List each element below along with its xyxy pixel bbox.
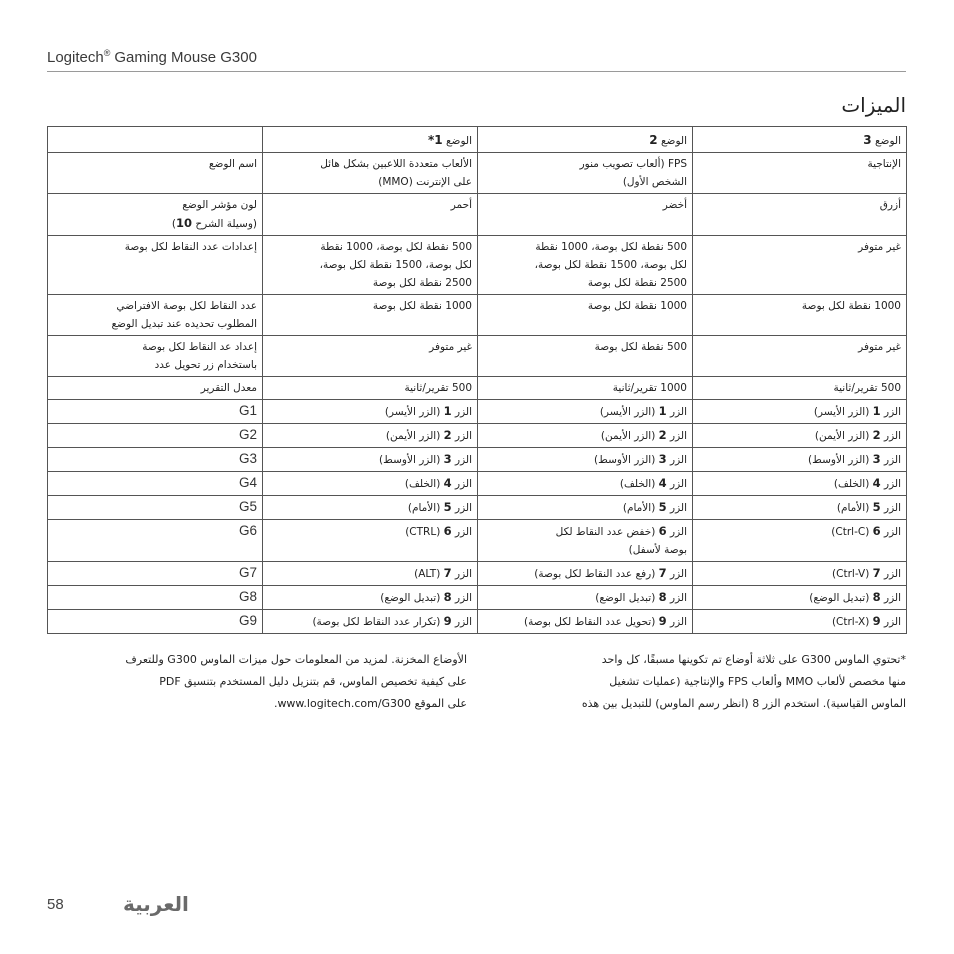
button-assignment-mode-3 xyxy=(693,586,907,610)
cell-line xyxy=(268,564,472,583)
button-function: (الزر الأيمن) xyxy=(385,430,441,442)
row-label xyxy=(48,336,263,377)
cell-line xyxy=(698,564,901,583)
cell-line xyxy=(268,498,472,517)
table-cell-mode-2 xyxy=(478,336,693,377)
button-assignment-mode-3 xyxy=(693,472,907,496)
table-cell-mode-1 xyxy=(263,336,478,377)
column-header-mode-3 xyxy=(693,127,907,153)
button-number: 8 xyxy=(872,590,881,604)
cell-line: 1000 نقطة لكل بوصة xyxy=(801,300,901,312)
button-word: الزر xyxy=(455,592,472,604)
button-assignment-mode-2 xyxy=(478,496,693,520)
cell-line xyxy=(268,474,472,493)
button-row xyxy=(48,586,907,610)
button-function: (الزر الأوسط) xyxy=(594,454,656,466)
cell-line xyxy=(268,522,472,541)
button-number: 9 xyxy=(872,614,881,628)
button-function: (الخلف) xyxy=(404,478,441,490)
features-table xyxy=(47,126,907,634)
mode-number: 3 xyxy=(863,133,872,147)
cell-line xyxy=(483,588,687,607)
button-number: 9 xyxy=(658,614,667,628)
button-number: 7 xyxy=(443,566,452,580)
column-header-blank xyxy=(48,127,263,153)
column-header-mode-1 xyxy=(263,127,478,153)
table-cell-mode-1 xyxy=(263,194,478,236)
table-row xyxy=(48,377,907,400)
button-function: (الزر الأيسر) xyxy=(384,406,441,418)
footnote-line: الأوضاع المخزنة. لمزيد من المعلومات حول ميزات الماوس G300 وللتعرف xyxy=(125,653,467,666)
brand-name: Logitech xyxy=(47,49,104,66)
page-title: الميزات xyxy=(841,93,906,117)
button-word: الزر xyxy=(670,478,687,490)
button-word: الزر xyxy=(455,478,472,490)
row-label-button: G3 xyxy=(48,448,263,472)
button-row xyxy=(48,400,907,424)
cell-line: 2500 نقطة لكل بوصة xyxy=(587,277,687,289)
cell-line xyxy=(698,474,901,493)
table-cell-mode-3 xyxy=(693,295,907,336)
cell-line: أحمر xyxy=(450,199,472,211)
table-cell-mode-1 xyxy=(263,377,478,400)
button-word: الزر xyxy=(884,592,901,604)
mode-word: الوضع xyxy=(874,135,901,147)
button-number: 3 xyxy=(443,452,452,466)
page-number: 58 xyxy=(47,896,64,913)
row-label-line: إعداد عد النقاط لكل بوصة xyxy=(142,341,257,353)
button-row xyxy=(48,472,907,496)
button-word: الزر xyxy=(884,454,901,466)
button-function: (Ctrl-C) xyxy=(831,526,870,538)
cell-line: 1000 نقطة لكل بوصة xyxy=(587,300,687,312)
row-label-button: G6 xyxy=(48,520,263,562)
button-word: الزر xyxy=(670,454,687,466)
button-word: الزر xyxy=(884,616,901,628)
table-cell-mode-2 xyxy=(478,377,693,400)
button-number: 5 xyxy=(872,500,881,514)
button-function: (CTRL) xyxy=(405,526,441,538)
cell-line xyxy=(483,498,687,517)
button-number: 8 xyxy=(443,590,452,604)
cell-line: غير متوفر xyxy=(858,341,901,353)
button-assignment-mode-3 xyxy=(693,400,907,424)
button-number: 5 xyxy=(443,500,452,514)
button-function: (تبديل الوضع) xyxy=(809,592,870,604)
language-label: العربية xyxy=(123,892,189,916)
button-row xyxy=(48,520,907,562)
cell-line: غير متوفر xyxy=(858,241,901,253)
button-function: (الخلف) xyxy=(833,478,870,490)
table-cell-mode-1 xyxy=(263,153,478,194)
row-label-button: G5 xyxy=(48,496,263,520)
button-function: (الزر الأيمن) xyxy=(600,430,656,442)
product-name: Gaming Mouse G300 xyxy=(114,49,257,66)
cell-line: 1000 نقطة لكل بوصة xyxy=(372,300,472,312)
button-function: (خفض عدد النقاط لكل xyxy=(555,526,656,538)
cell-line: لكل بوصة، 1500 نقطة لكل بوصة، xyxy=(319,259,472,271)
row-label-line-text: (وسيلة الشرح xyxy=(192,218,257,230)
button-number: 9 xyxy=(443,614,452,628)
button-word: الزر xyxy=(670,502,687,514)
button-function: (الخلف) xyxy=(619,478,656,490)
table-row xyxy=(48,336,907,377)
button-assignment-mode-1 xyxy=(263,424,478,448)
button-word: الزر xyxy=(884,502,901,514)
button-assignment-mode-3 xyxy=(693,562,907,586)
button-assignment-mode-1 xyxy=(263,562,478,586)
button-function: (Ctrl-X) xyxy=(831,616,870,628)
cell-line: أخضر xyxy=(662,199,687,211)
button-number: 7 xyxy=(658,566,667,580)
registered-mark: ® xyxy=(103,48,111,58)
row-label xyxy=(48,236,263,295)
button-assignment-mode-1 xyxy=(263,610,478,634)
button-assignment-mode-3 xyxy=(693,610,907,634)
mode-word: الوضع xyxy=(660,135,687,147)
cell-line: على الإنترنت (MMO) xyxy=(378,176,472,188)
column-header-mode-2 xyxy=(478,127,693,153)
cell-line xyxy=(698,612,901,631)
button-function: (الأمام) xyxy=(407,502,441,514)
row-label-line: معدل التقرير xyxy=(200,382,257,394)
button-assignment-mode-2 xyxy=(478,424,693,448)
cell-line xyxy=(483,522,687,541)
button-function: (الزر الأوسط) xyxy=(808,454,870,466)
button-assignment-mode-2 xyxy=(478,400,693,424)
cell-line xyxy=(698,426,901,445)
button-number: 1 xyxy=(658,404,667,418)
button-assignment-mode-2 xyxy=(478,562,693,586)
button-word: الزر xyxy=(455,430,472,442)
footnote-line: على كيفية تخصيص الماوس، قم بتنزيل دليل المستخدم بتنسيق PDF xyxy=(159,675,467,688)
button-word: الزر xyxy=(884,406,901,418)
cell-line xyxy=(483,426,687,445)
button-word: الزر xyxy=(884,568,901,580)
button-function: (الزر الأيسر) xyxy=(599,406,656,418)
button-word: الزر xyxy=(455,406,472,418)
button-assignment-mode-2 xyxy=(478,472,693,496)
button-function: (رفع عدد النقاط لكل بوصة) xyxy=(534,568,656,580)
footnote-column-left xyxy=(107,649,467,715)
button-assignment-mode-1 xyxy=(263,448,478,472)
table-cell-mode-3 xyxy=(693,153,907,194)
button-word: الزر xyxy=(455,454,472,466)
button-assignment-mode-2 xyxy=(478,520,693,562)
button-row xyxy=(48,610,907,634)
button-assignment-mode-1 xyxy=(263,586,478,610)
button-word: الزر xyxy=(884,430,901,442)
cell-line: الشخص الأول) xyxy=(622,176,687,188)
button-assignment-mode-2 xyxy=(478,448,693,472)
table-cell-mode-3 xyxy=(693,377,907,400)
table-cell-mode-3 xyxy=(693,194,907,236)
cell-line xyxy=(483,541,687,559)
button-number: 1 xyxy=(872,404,881,418)
button-function: (الزر الأوسط) xyxy=(379,454,441,466)
footnote-line: منها مخصص لألعاب MMO وألعاب FPS والإنتاجية (عمليات تشغيل xyxy=(609,675,906,688)
row-label-line: إعدادات عدد النقاط لكل بوصة xyxy=(124,241,257,253)
cell-line xyxy=(268,402,472,421)
cell-line: أزرق xyxy=(879,199,901,211)
cell-line: 500 تقرير/ثانية xyxy=(404,382,472,394)
button-assignment-mode-3 xyxy=(693,424,907,448)
row-label-button: G4 xyxy=(48,472,263,496)
button-function: (Ctrl-V) xyxy=(832,568,870,580)
cell-line xyxy=(698,450,901,469)
table-row xyxy=(48,236,907,295)
table-cell-mode-2 xyxy=(478,194,693,236)
cell-line xyxy=(698,522,901,541)
button-function: (الأمام) xyxy=(836,502,870,514)
button-number: 3 xyxy=(872,452,881,466)
cell-line: 500 نقطة لكل بوصة، 1000 نقطة xyxy=(320,241,472,253)
button-word: الزر xyxy=(455,526,472,538)
button-number: 6 xyxy=(658,524,667,538)
button-assignment-mode-2 xyxy=(478,610,693,634)
button-row xyxy=(48,424,907,448)
cell-line xyxy=(483,564,687,583)
button-row xyxy=(48,448,907,472)
button-number: 1 xyxy=(443,404,452,418)
button-function: (الزر الأيمن) xyxy=(814,430,870,442)
cell-line xyxy=(268,612,472,631)
button-assignment-mode-1 xyxy=(263,496,478,520)
cell-line: الألعاب متعددة اللاعبين بشكل هائل xyxy=(320,158,472,170)
button-word: الزر xyxy=(455,568,472,580)
header-rule xyxy=(47,71,906,72)
button-row xyxy=(48,562,907,586)
button-assignment-mode-1 xyxy=(263,472,478,496)
footnote-line: الماوس القياسية). استخدم الزر 8 (انظر رسم الماوس) للتبديل بين هذه xyxy=(581,697,906,710)
table-cell-mode-1 xyxy=(263,236,478,295)
cell-line xyxy=(268,588,472,607)
button-word: الزر xyxy=(884,526,901,538)
button-function: (ALT) xyxy=(414,568,441,580)
button-row xyxy=(48,496,907,520)
button-word: الزر xyxy=(670,616,687,628)
cell-line: الإنتاجية xyxy=(867,158,901,170)
button-assignment-mode-1 xyxy=(263,400,478,424)
table-cell-mode-2 xyxy=(478,295,693,336)
button-number: 4 xyxy=(658,476,667,490)
button-word: الزر xyxy=(670,592,687,604)
button-word: الزر xyxy=(455,616,472,628)
button-assignment-mode-3 xyxy=(693,520,907,562)
button-assignment-mode-3 xyxy=(693,448,907,472)
cell-line: 500 تقرير/ثانية xyxy=(833,382,901,394)
row-label-line: اسم الوضع xyxy=(208,158,257,170)
row-label xyxy=(48,194,263,236)
button-word: الزر xyxy=(670,526,687,538)
button-function: (الأمام) xyxy=(622,502,656,514)
table-header-row xyxy=(48,127,907,153)
footnote-line: على الموقع www.logitech.com/G300. xyxy=(273,697,467,710)
row-label-button: G1 xyxy=(48,400,263,424)
button-word: الزر xyxy=(670,430,687,442)
row-label xyxy=(48,153,263,194)
cell-line: 2500 نقطة لكل بوصة xyxy=(372,277,472,289)
button-function: (تحويل عدد النقاط لكل بوصة) xyxy=(523,616,656,628)
button-number: 4 xyxy=(443,476,452,490)
cell-line: لكل بوصة، 1500 نقطة لكل بوصة، xyxy=(534,259,687,271)
button-number: 6 xyxy=(443,524,452,538)
row-label-button: G9 xyxy=(48,610,263,634)
button-word: الزر xyxy=(884,478,901,490)
row-label-line: عدد النقاط لكل بوصة الافتراضي xyxy=(116,300,257,312)
button-number: 6 xyxy=(872,524,881,538)
button-number: 4 xyxy=(872,476,881,490)
table-cell-mode-1 xyxy=(263,295,478,336)
button-number: 5 xyxy=(658,500,667,514)
row-label xyxy=(48,295,263,336)
cell-line xyxy=(268,450,472,469)
cell-line: غير متوفر xyxy=(429,341,472,353)
cell-line xyxy=(698,402,901,421)
running-header xyxy=(47,49,257,66)
cell-line xyxy=(698,498,901,517)
mode-number: 2 xyxy=(649,133,658,147)
button-function: (الزر الأيسر) xyxy=(813,406,870,418)
cell-line xyxy=(268,426,472,445)
button-number: 3 xyxy=(658,452,667,466)
button-word: الزر xyxy=(670,406,687,418)
button-word: الزر xyxy=(455,502,472,514)
button-number: 8 xyxy=(658,590,667,604)
footnote-column-right xyxy=(567,649,906,715)
button-assignment-mode-3 xyxy=(693,496,907,520)
row-label-line-text: ) xyxy=(171,218,177,230)
button-function: بوصة لأسفل) xyxy=(628,544,687,556)
table-cell-mode-3 xyxy=(693,236,907,295)
table-cell-mode-2 xyxy=(478,153,693,194)
cell-line xyxy=(483,474,687,493)
cell-line xyxy=(483,450,687,469)
button-number: 2 xyxy=(872,428,881,442)
table-cell-mode-3 xyxy=(693,336,907,377)
button-function: (تكرار عدد النقاط لكل بوصة) xyxy=(312,616,441,628)
table-row xyxy=(48,194,907,236)
features-table-body xyxy=(48,127,907,634)
row-label-line xyxy=(53,214,257,233)
button-number: 7 xyxy=(872,566,881,580)
table-cell-mode-2 xyxy=(478,236,693,295)
row-label-button: G7 xyxy=(48,562,263,586)
cell-line: FPS (ألعاب تصويب منور xyxy=(579,158,687,170)
button-number: 2 xyxy=(658,428,667,442)
footnote-line: *تحتوي الماوس G300 على ثلاثة أوضاع تم تكوينها مسبقًا، كل واحد xyxy=(601,653,906,666)
cell-line: 500 نقطة لكل بوصة xyxy=(594,341,687,353)
table-row xyxy=(48,295,907,336)
button-number: 2 xyxy=(443,428,452,442)
button-assignment-mode-1 xyxy=(263,520,478,562)
row-label-line: باستخدام زر تحويل عدد xyxy=(154,359,257,371)
cell-line: 1000 تقرير/ثانية xyxy=(612,382,687,394)
button-function: (تبديل الوضع) xyxy=(595,592,656,604)
button-function: (تبديل الوضع) xyxy=(380,592,441,604)
cell-line xyxy=(483,612,687,631)
cell-line: 500 نقطة لكل بوصة، 1000 نقطة xyxy=(535,241,687,253)
cell-line xyxy=(483,402,687,421)
cell-line xyxy=(698,588,901,607)
mode-number: 1* xyxy=(427,133,443,147)
row-label-line-number: 10 xyxy=(176,216,193,230)
row-label xyxy=(48,377,263,400)
table-row xyxy=(48,153,907,194)
row-label-button: G8 xyxy=(48,586,263,610)
button-word: الزر xyxy=(670,568,687,580)
row-label-line: المطلوب تحديده عند تبديل الوضع xyxy=(111,318,257,330)
row-label-line: لون مؤشر الوضع xyxy=(182,199,257,211)
row-label-button: G2 xyxy=(48,424,263,448)
button-assignment-mode-2 xyxy=(478,586,693,610)
mode-word: الوضع xyxy=(445,135,472,147)
